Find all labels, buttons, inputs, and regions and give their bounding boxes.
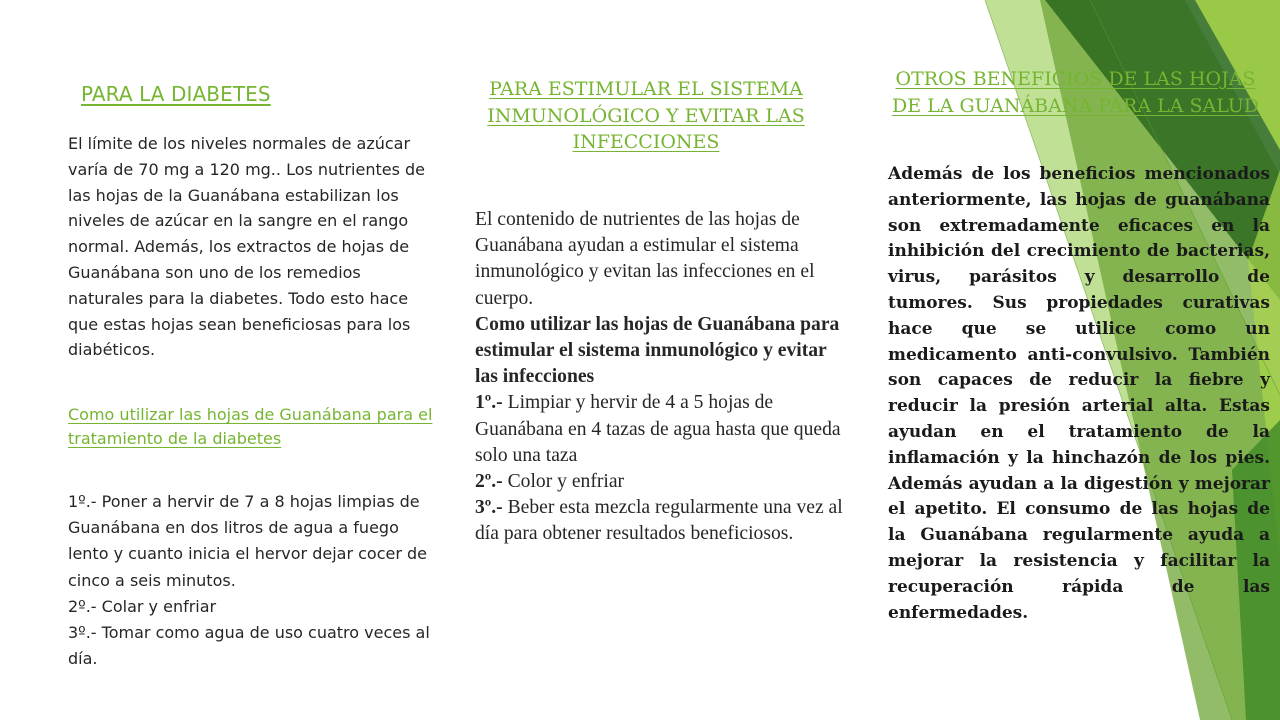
immune-step [475, 469, 847, 495]
immune-title: PARA ESTIMULAR EL SISTEMA INMUNOLÓGICO Y EVITAR LAS INFECCIONES [487, 78, 805, 153]
diabetes-step: 2º.- Colar y enfriar [68, 596, 217, 616]
immune-content [475, 207, 847, 548]
step-number: 1º.- [475, 392, 503, 414]
immune-step [475, 390, 847, 469]
step-number: 2º.- [475, 471, 503, 493]
diabetes-step: 1º.- Poner a hervir de 7 a 8 hojas limpias de Guanábana en dos litros de agua a fuego lento y cuanto inicia el hervor dejar cocer de cinco a seis minutos. [68, 492, 427, 590]
other-benefits-body: Además de los beneficios mencionados anteriormente, las hojas de guanábana son extremadamente eficaces en la inhibición del crecimiento de bacterias, virus, parásitos y desarrollo de tumores. Sus propiedades curativas hace que se utilice como un medicamento anti-convulsivo. También son capaces de reducir la fiebre y reducir la presión arterial alta. Estas ayudan en el tratamiento de la inflamación y la hinchazón de los pies. Además ayudan a la digestión y mejorar el apetito. El consumo de las hojas de la Guanábana regularmente ayuda a mejorar la resistencia y facilitar la recuperación rápida de las enfermedades. [888, 164, 1270, 623]
immune-intro: El contenido de nutrientes de las hojas de Guanábana ayudan a estimular el sistema inmunológico y evitan las infecciones en el cuerpo. [475, 209, 815, 309]
other-benefits-title: OTROS BENEFICIOS DE LAS HOJAS DE LA GUANÁBANA PARA LA SALUD [891, 68, 1260, 117]
diabetes-title: PARA LA DIABETES [81, 82, 271, 106]
step-number: 3º.- [475, 497, 503, 519]
diabetes-body: El límite de los niveles normales de azúcar varía de 70 mg a 120 mg.. Los nutrientes de las hojas de la Guanábana estabilizan los niveles de azúcar en la sangre en el rango normal. Además, los extractos de hojas de Guanábana son uno de los remedios naturales para la diabetes. Todo esto hace que estas hojas sean beneficiosas para los diabéticos. [68, 134, 426, 360]
step-text: Limpiar y hervir de 4 a 5 hojas de Guanábana en 4 tazas de agua hasta que queda solo una taza [475, 392, 841, 466]
diabetes-usage-link[interactable]: Como utilizar las hojas de Guanábana para el tratamiento de la diabetes [68, 405, 433, 448]
immune-step [475, 495, 847, 547]
step-text: Color y enfriar [502, 471, 625, 493]
diabetes-step: 3º.- Tomar como agua de uso cuatro veces al día. [68, 623, 430, 669]
step-text: Beber esta mezcla regularmente una vez al día para obtener resultados beneficiosos. [475, 497, 843, 545]
immune-subheading: Como utilizar las hojas de Guanábana para estimular el sistema inmunológico y evitar las infecciones [475, 313, 840, 388]
diabetes-steps [68, 489, 434, 672]
